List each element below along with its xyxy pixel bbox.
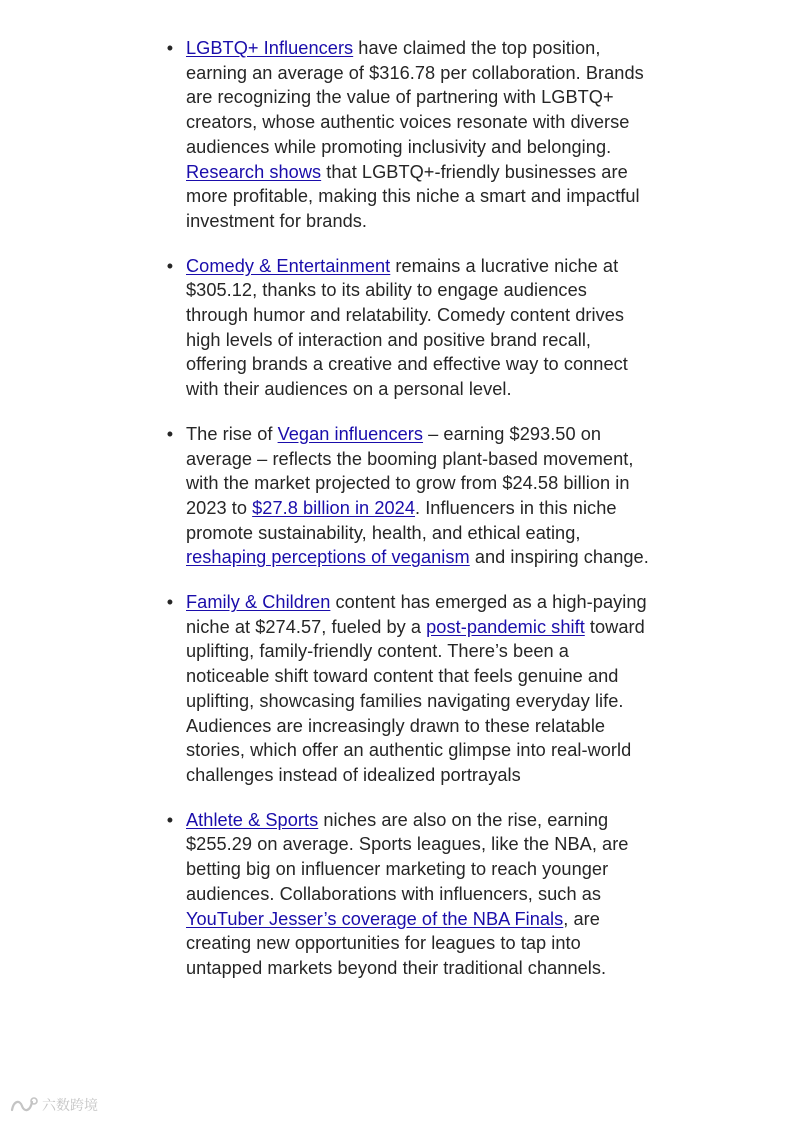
link-athlete-sports[interactable]: Athlete & Sports	[186, 809, 319, 830]
link-reshaping-perceptions[interactable]: reshaping perceptions of veganism	[186, 547, 470, 568]
link-family-children[interactable]: Family & Children	[186, 592, 331, 613]
item-text: . Influencers in this niche promote sustainability, health, and ethical eating,	[186, 497, 617, 543]
item-text: niches are also on the rise, earning $255.29 on average. Sports leagues, like the NBA, are betting big on influencer marketing to reach younger audiences. Collaborations with influencers, such as	[186, 809, 629, 904]
watermark-logo-icon	[10, 1096, 38, 1114]
bullet: •	[166, 423, 174, 444]
bullet: •	[166, 38, 174, 58]
list-item-vegan	[166, 422, 654, 570]
niche-list	[0, 36, 792, 981]
article-body	[0, 36, 792, 1001]
bullet: •	[166, 255, 174, 276]
item-text: – earning $293.50 on average – reflects the booming plant-based movement, with the market projected to grow from $24.58 billion in 2023 to	[186, 423, 634, 518]
bullet: •	[166, 809, 174, 830]
link-vegan-market-2024[interactable]: $27.8 billion in 2024	[252, 497, 415, 518]
link-lgbtq-influencers[interactable]: LGBTQ+ Influencers	[186, 38, 354, 58]
link-youtuber-jesser[interactable]: YouTuber Jesser’s coverage of the NBA Finals	[186, 908, 564, 929]
link-research-shows[interactable]: Research shows	[186, 161, 322, 182]
item-text: , are creating new opportunities for leagues to tap into untapped markets beyond their traditional channels.	[186, 908, 607, 978]
bullet: •	[166, 592, 174, 613]
list-item-family	[166, 590, 654, 788]
link-comedy-entertainment[interactable]: Comedy & Entertainment	[186, 255, 391, 276]
item-text: and inspiring change.	[469, 547, 649, 568]
watermark-text: 六数跨境	[42, 1098, 98, 1114]
item-text: that LGBTQ+-friendly businesses are more profitable, making this niche a smart and impactful investment for brands.	[186, 161, 640, 231]
item-text: toward uplifting, family-friendly content. There’s been a noticeable shift toward content that feels genuine and uplifting, showcasing families navigating everyday life. Audiences are increasingly drawn to these relatable stories, which offer an authentic glimpse into real-world challenges instead of idealized portrayals	[186, 616, 645, 785]
list-item-lgbtq	[166, 36, 654, 234]
link-vegan-influencers[interactable]: Vegan influencers	[277, 423, 424, 444]
link-post-pandemic-shift[interactable]: post-pandemic shift	[426, 616, 585, 637]
list-item-sports	[166, 808, 654, 981]
item-text: The rise of	[186, 423, 278, 444]
item-text: remains a lucrative niche at $305.12, thanks to its ability to engage audiences through humor and relatability. Comedy content drives high levels of interaction and positive brand recall, offering brands a creative and effective way to connect with their audiences on a personal level.	[186, 255, 628, 400]
item-text: have claimed the top position, earning an average of $316.78 per collaboration. Brands are recognizing the value of partnering with LGBTQ+ creators, whose authentic voices resonate with diverse audiences while promoting inclusivity and belonging.	[186, 38, 644, 157]
list-item-comedy	[166, 254, 654, 402]
item-text: content has emerged as a high-paying niche at $274.57, fueled by a	[186, 592, 647, 637]
watermark	[10, 1095, 98, 1115]
